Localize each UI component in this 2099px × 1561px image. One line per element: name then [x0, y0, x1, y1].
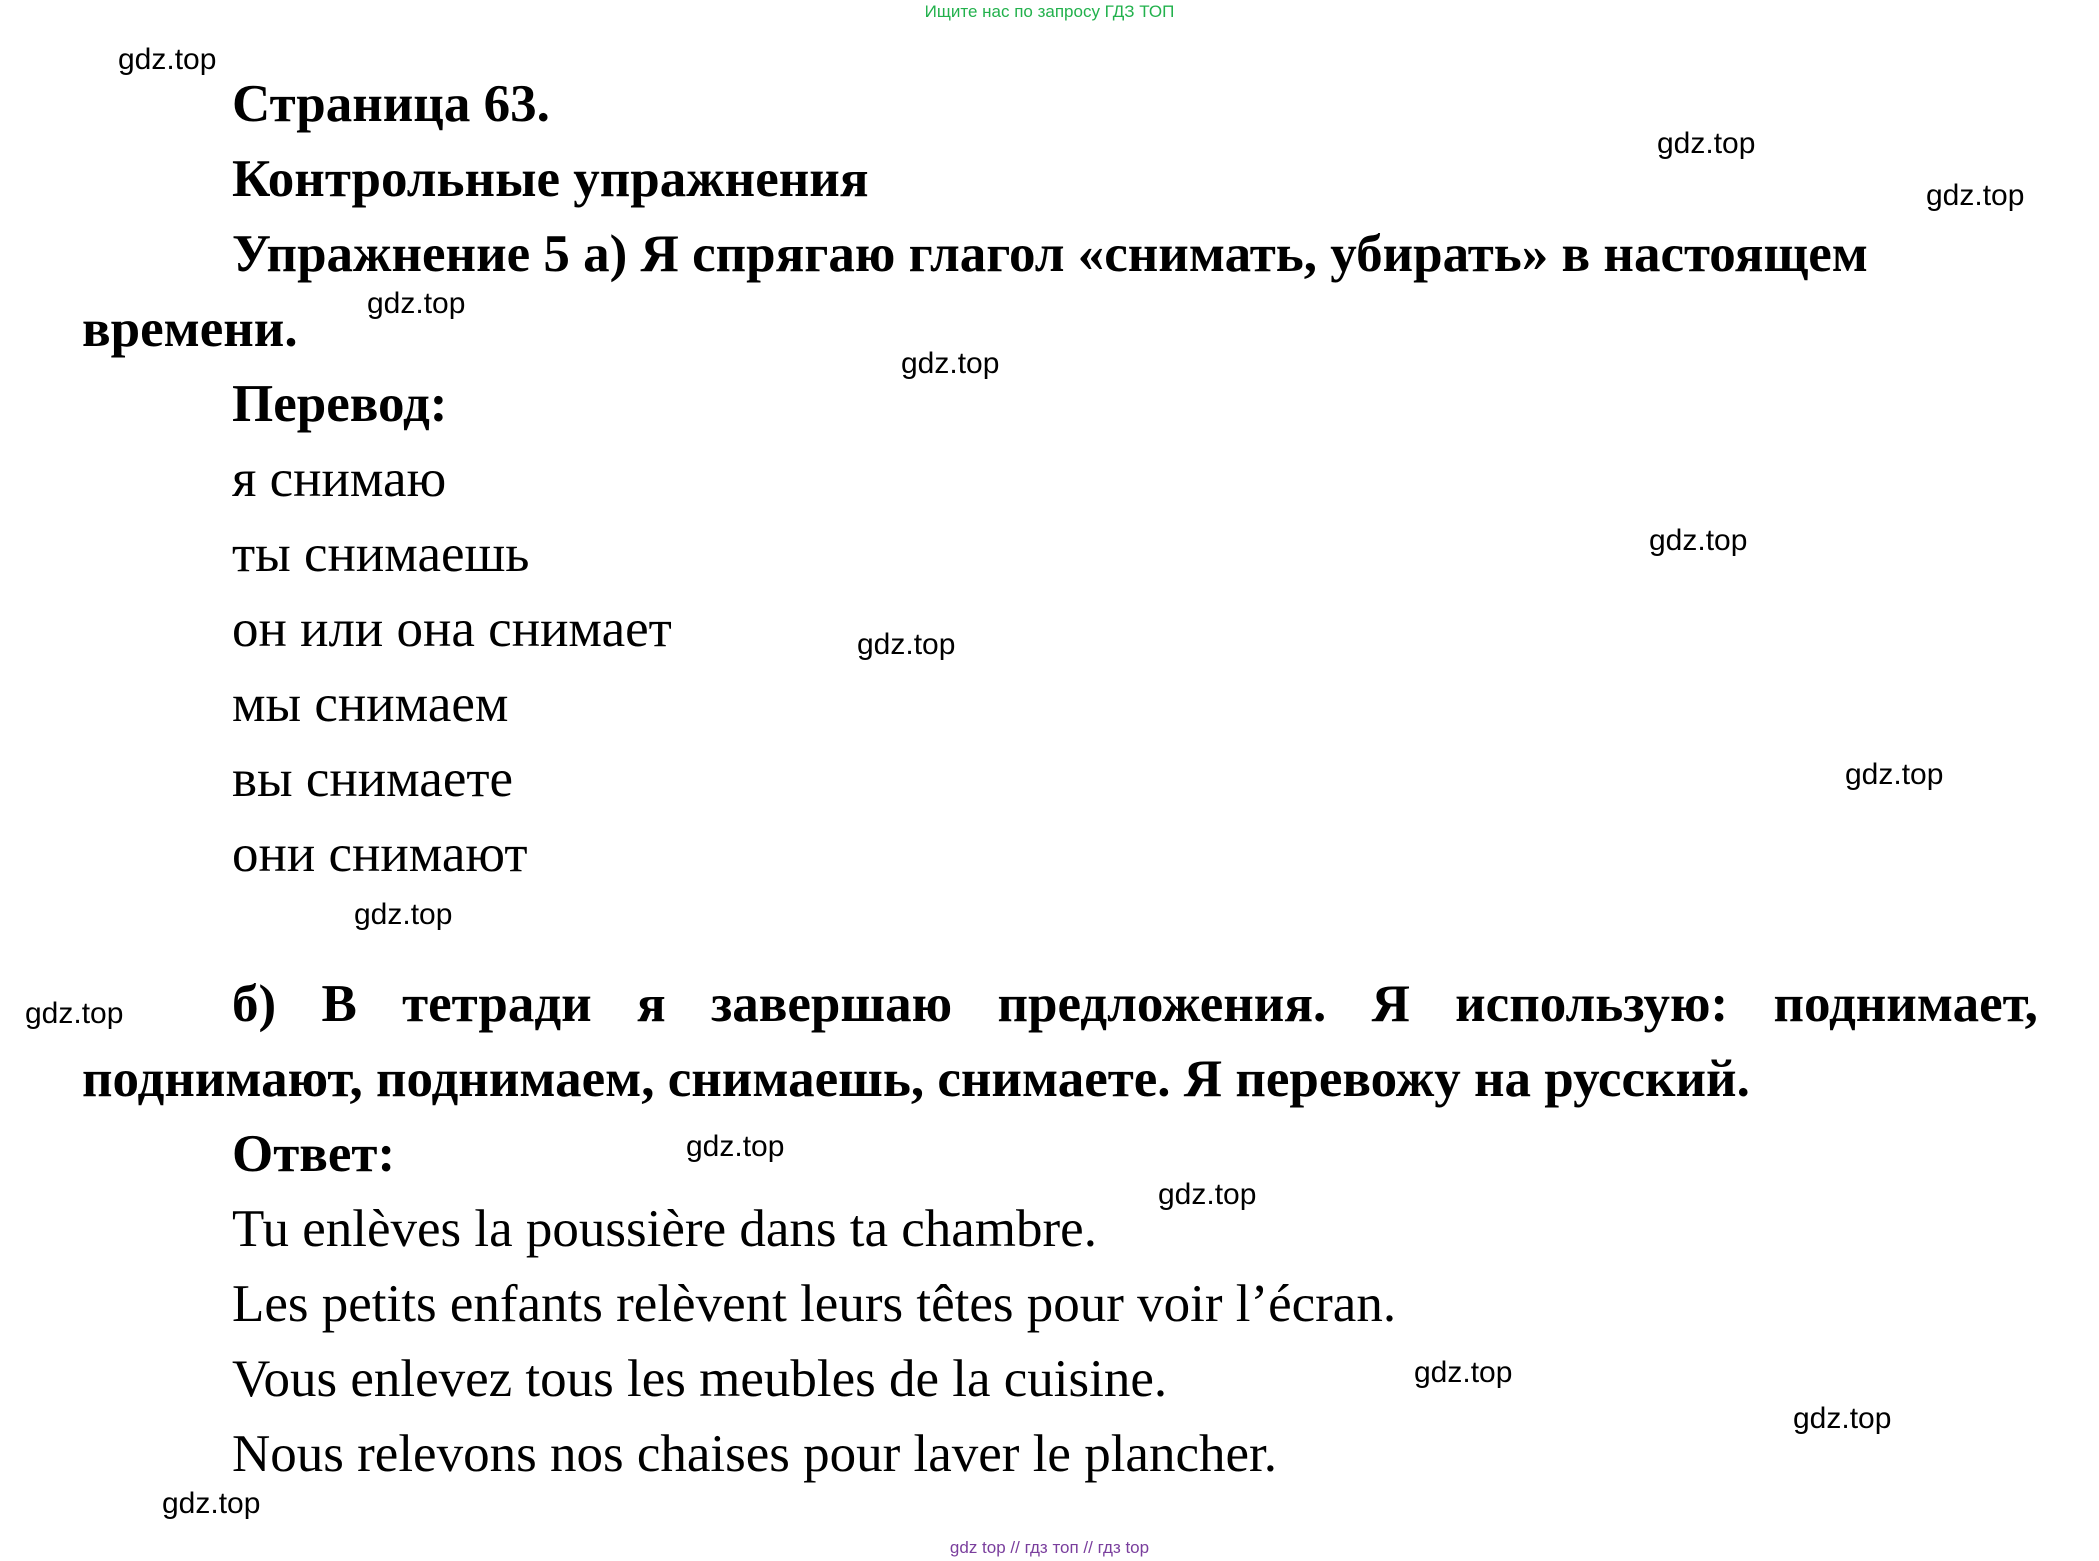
answer-label: Ответ:	[232, 1125, 396, 1183]
answer-sentence: Tu enlèves la poussière dans ta chambre.	[232, 1200, 1097, 1258]
conjugation-line: ты снимаешь	[232, 525, 530, 583]
watermark: gdz.top	[1845, 758, 1944, 791]
exercise-b-word: тетради	[402, 975, 592, 1033]
conjugation-line: они снимают	[232, 825, 528, 883]
section-heading: Контрольные упражнения	[232, 150, 869, 208]
exercise-b-word: я	[636, 975, 666, 1033]
exercise-b-word: предложения.	[997, 975, 1327, 1033]
answer-sentence: Nous relevons nos chaises pour laver le plancher.	[232, 1425, 1277, 1483]
conjugation-line: он или она снимает	[232, 600, 672, 658]
search-banner: Ищите нас по запросу ГДЗ ТОП	[924, 2, 1175, 21]
watermark: gdz.top	[25, 997, 124, 1030]
exercise-b-word: поднимает,	[1773, 975, 2038, 1033]
exercise-a-title: Упражнение 5 а) Я спрягаю глагол «снимать, убирать» в настоящем	[232, 225, 1868, 283]
answer-sentence: Vous enlevez tous les meubles de la cuisine.	[232, 1350, 1168, 1408]
exercise-b-word: использую:	[1455, 975, 1729, 1033]
conjugation-line: вы снимаете	[232, 750, 514, 808]
exercise-b-word: Я	[1371, 975, 1410, 1033]
watermark: gdz.top	[901, 347, 1000, 380]
watermark: gdz.top	[1649, 524, 1748, 557]
watermark: gdz.top	[686, 1130, 785, 1163]
watermark: gdz.top	[354, 898, 453, 931]
answer-sentence: Les petits enfants relèvent leurs têtes pour voir l’écran.	[232, 1275, 1397, 1333]
translation-label: Перевод:	[232, 375, 448, 433]
conjugation-line: я снимаю	[232, 450, 447, 508]
watermark: gdz.top	[1158, 1178, 1257, 1211]
watermark: gdz.top	[162, 1487, 261, 1520]
footer-links: gdz top // гдз топ // гдз top	[949, 1538, 1150, 1557]
watermark: gdz.top	[857, 628, 956, 661]
watermark: gdz.top	[1793, 1402, 1892, 1435]
exercise-a-title-cont: времени.	[82, 300, 298, 358]
watermark: gdz.top	[118, 43, 217, 76]
exercise-b-word: завершаю	[710, 975, 953, 1033]
conjugation-line: мы снимаем	[232, 675, 509, 733]
page-heading: Страница 63.	[232, 75, 550, 133]
exercise-b-title-cont: поднимают, поднимаем, снимаешь, снимаете. Я перевожу на русский.	[82, 1050, 1750, 1108]
exercise-b-word: В	[321, 975, 357, 1033]
watermark: gdz.top	[1657, 127, 1756, 160]
watermark: gdz.top	[1926, 179, 2025, 212]
exercise-b-title	[232, 974, 2038, 1034]
watermark: gdz.top	[1414, 1356, 1513, 1389]
exercise-b-word: б)	[232, 975, 277, 1033]
watermark: gdz.top	[367, 287, 466, 320]
